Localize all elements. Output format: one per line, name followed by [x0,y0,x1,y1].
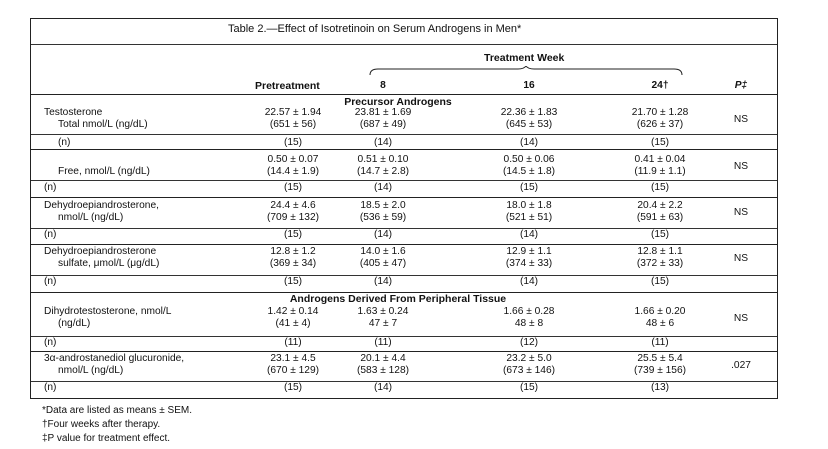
cell-value-conventional: (521 ± 51) [505,212,553,223]
treatment-week-header: Treatment Week [484,52,565,64]
n-label: (n) [44,182,57,193]
header-divider [31,94,777,95]
row-label: 3α-androstanediol glucuronide, [44,353,185,364]
n-value: (15) [650,276,670,287]
cell-value-conventional: (405 ± 47) [359,258,407,269]
col-header-pretreatment: Pretreatment [255,80,320,92]
n-label: (n) [44,229,57,240]
row-label-unit: Free, nmol/L (ng/dL) [58,166,150,177]
cell-value-conventional: (14.4 ± 1.9) [266,166,320,177]
n-value: (14) [373,182,393,193]
p-value: .027 [731,360,751,371]
cell-value-conventional: (687 ± 49) [359,119,407,130]
p-value: NS [733,161,749,172]
cell-value-si: 12.8 ± 1.2 [270,246,316,257]
cell-value-si: 20.1 ± 4.4 [360,353,406,364]
cell-value-conventional: (536 ± 59) [359,212,407,223]
cell-value-si: 20.4 ± 2.2 [637,200,683,211]
cell-value-si: 23.2 ± 5.0 [506,353,552,364]
cell-value-si: 12.9 ± 1.1 [506,246,552,257]
cell-value-conventional: (372 ± 33) [636,258,684,269]
cell-value-conventional: (709 ± 132) [266,212,320,223]
cell-value-si: 24.4 ± 4.6 [270,200,316,211]
n-label: (n) [58,137,71,148]
n-value: (11) [374,337,392,348]
row-label: Dihydrotestosterone, nmol/L [44,306,172,317]
cell-value-si: 0.51 ± 0.10 [357,154,409,165]
footnote: ‡P value for treatment effect. [42,433,171,444]
cell-value-conventional: (673 ± 146) [502,365,556,376]
cell-value-si: 1.66 ± 0.28 [503,306,555,317]
cell-value-si: 0.50 ± 0.07 [267,154,319,165]
row-label: Dehydroepiandrosterone, [44,200,159,211]
n-value: (15) [283,229,303,240]
p-value: NS [733,253,749,264]
cell-value-si: 1.42 ± 0.14 [267,306,319,317]
n-value: (15) [650,182,670,193]
cell-value-conventional: (651 ± 56) [269,119,317,130]
col-header-week16: 16 [523,80,535,91]
n-value: (14) [519,229,539,240]
row-divider [31,244,777,245]
cell-value-conventional: (41 ± 4) [275,318,311,329]
cell-value-si: 22.36 ± 1.83 [500,107,558,118]
row-label-unit: nmol/L (ng/dL) [58,212,124,223]
n-value: (14) [373,137,393,148]
cell-value-conventional: (11.9 ± 1.1) [634,166,686,177]
cell-value-conventional: (670 ± 129) [266,365,320,376]
row-divider [31,381,777,382]
row-divider [31,275,777,276]
col-header-p: P‡ [734,80,748,91]
row-divider [31,134,777,135]
treatment-week-brace [368,66,684,76]
n-label: (n) [44,337,57,348]
footnote: *Data are listed as means ± SEM. [42,405,192,416]
n-value: (15) [283,276,303,287]
cell-value-si: 0.50 ± 0.06 [503,154,555,165]
n-value: (14) [373,276,393,287]
cell-value-conventional: (14.7 ± 2.8) [356,166,410,177]
p-value: NS [733,313,749,324]
row-divider [31,180,777,181]
n-value: (15) [283,382,303,393]
cell-value-conventional: 48 ± 8 [514,318,544,329]
n-value: (11) [651,337,669,348]
cell-value-conventional: (369 ± 34) [269,258,317,269]
cell-value-conventional: (591 ± 63) [636,212,684,223]
n-value: (11) [284,337,302,348]
n-value: (14) [373,382,393,393]
cell-value-si: 22.57 ± 1.94 [264,107,322,118]
row-divider [31,149,777,150]
n-label: (n) [44,382,57,393]
col-header-week8: 8 [380,80,386,91]
col-header-week24: 24† [651,80,669,91]
cell-value-si: 0.41 ± 0.04 [634,154,686,165]
row-label-unit: nmol/L (ng/dL) [58,365,124,376]
cell-value-si: 21.70 ± 1.28 [631,107,689,118]
n-value: (15) [650,229,670,240]
n-value: (15) [283,182,303,193]
cell-value-si: 14.0 ± 1.6 [360,246,406,257]
footnote: †Four weeks after therapy. [42,419,161,430]
row-label-unit: (ng/dL) [58,318,91,329]
cell-value-conventional: (14.5 ± 1.8) [502,166,556,177]
n-value: (13) [650,382,670,393]
cell-value-si: 18.5 ± 2.0 [360,200,406,211]
row-divider [31,336,777,337]
table-title: Table 2.—Effect of Isotretinoin on Serum Androgens in Men* [228,23,522,35]
row-label-unit: sulfate, μmol/L (μg/dL) [58,258,160,269]
cell-value-conventional: (583 ± 128) [356,365,410,376]
n-value: (15) [519,382,539,393]
row-label: Testosterone [44,107,103,118]
row-label: Dehydroepiandrosterone [44,246,157,257]
n-value: (12) [519,337,539,348]
cell-value-conventional: (374 ± 33) [505,258,553,269]
cell-value-si: 1.63 ± 0.24 [357,306,409,317]
row-divider [31,228,777,229]
cell-value-si: 25.5 ± 5.4 [637,353,683,364]
cell-value-si: 23.1 ± 4.5 [270,353,316,364]
n-value: (15) [519,182,539,193]
row-label-unit: Total nmol/L (ng/dL) [58,119,148,130]
cell-value-conventional: (645 ± 53) [505,119,553,130]
n-value: (15) [650,137,670,148]
n-label: (n) [44,276,57,287]
row-divider [31,351,777,352]
n-value: (14) [519,276,539,287]
cell-value-si: 1.66 ± 0.20 [634,306,686,317]
cell-value-conventional: (626 ± 37) [636,119,684,130]
cell-value-conventional: 47 ± 7 [368,318,398,329]
cell-value-si: 12.8 ± 1.1 [637,246,683,257]
p-value: NS [733,207,749,218]
cell-value-conventional: (739 ± 156) [633,365,687,376]
section-peripheral: Androgens Derived From Peripheral Tissue [289,293,507,305]
cell-value-si: 23.81 ± 1.69 [354,107,412,118]
n-value: (15) [283,137,303,148]
section-precursor: Precursor Androgens [344,96,452,108]
title-divider [31,44,777,45]
n-value: (14) [519,137,539,148]
row-divider [31,197,777,198]
cell-value-conventional: 48 ± 6 [645,318,675,329]
p-value: NS [733,114,749,125]
n-value: (14) [373,229,393,240]
cell-value-si: 18.0 ± 1.8 [506,200,552,211]
